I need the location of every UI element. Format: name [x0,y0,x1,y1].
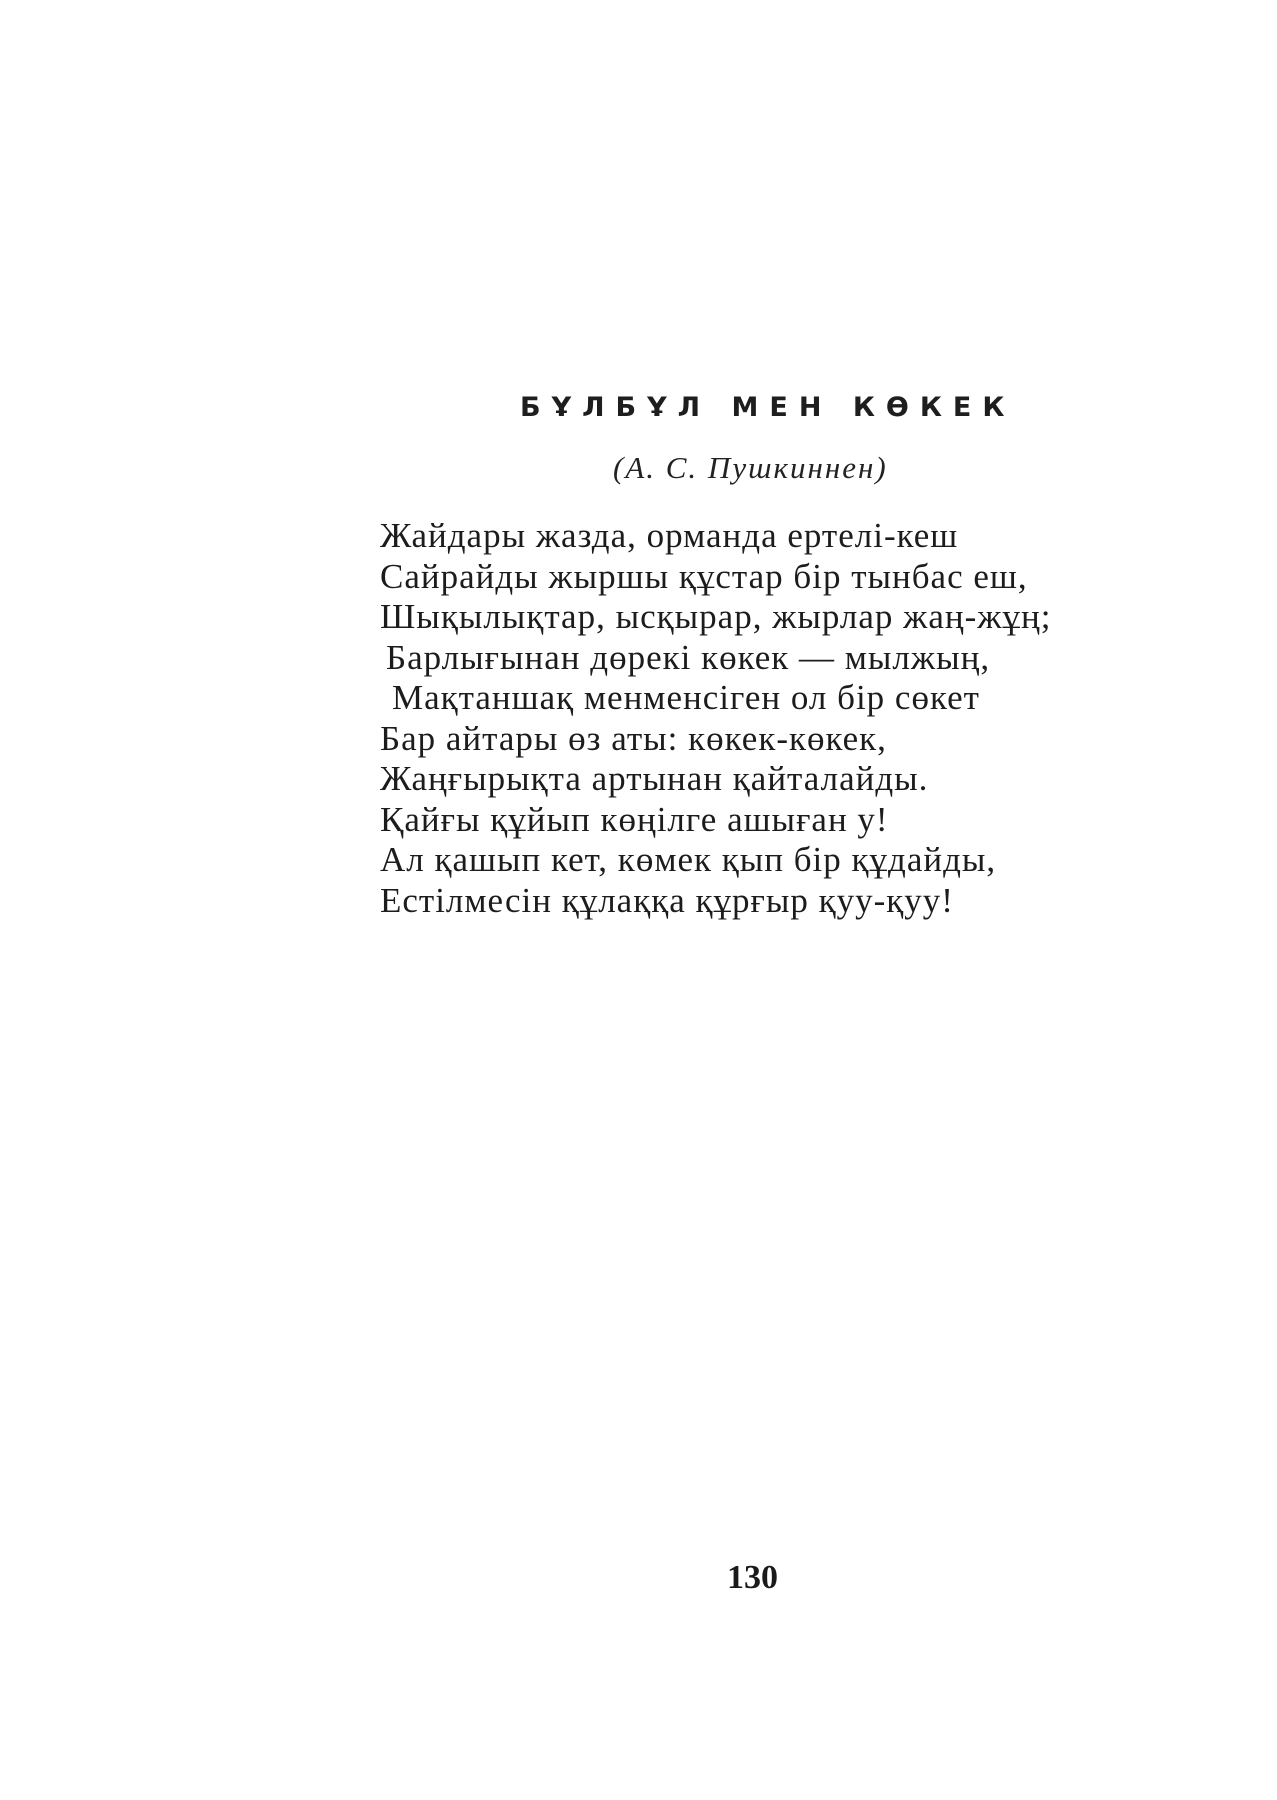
poem-line: Ал қашып кет, көмек қып бір құдайды, [380,840,997,879]
poem-subtitle: (А. С. Пушкиннен) [613,450,888,485]
poem-line: Жаңғырықта артынан қайталайды. [380,759,929,798]
poem-line: Барлығынан дөрекі көкек — мылжың, [386,637,991,677]
poem-line: Қайғы құйып көңілге ашыған у! [380,799,889,839]
poem-line: Естілмесін құлаққа құрғыр қуу-қуу! [380,880,954,920]
poem-body [380,516,1051,921]
poem-line: Сайрайды жыршы құстар бір тынбас еш, [380,556,1028,596]
poem-line: Жайдары жазда, орманда ертелі-кеш [380,516,959,555]
poem-line: Мақтаншақ менменсіген ол бір сөкет [392,678,980,717]
poem-title: БҰЛБҰЛ МЕН КӨКЕК [520,392,1016,423]
page-number: 130 [727,1559,778,1596]
poem-line: Шықылықтар, ысқырар, жырлар жаң-жұң; [380,597,1052,636]
poem-line: Бар айтары өз аты: көкек-көкек, [380,718,887,758]
